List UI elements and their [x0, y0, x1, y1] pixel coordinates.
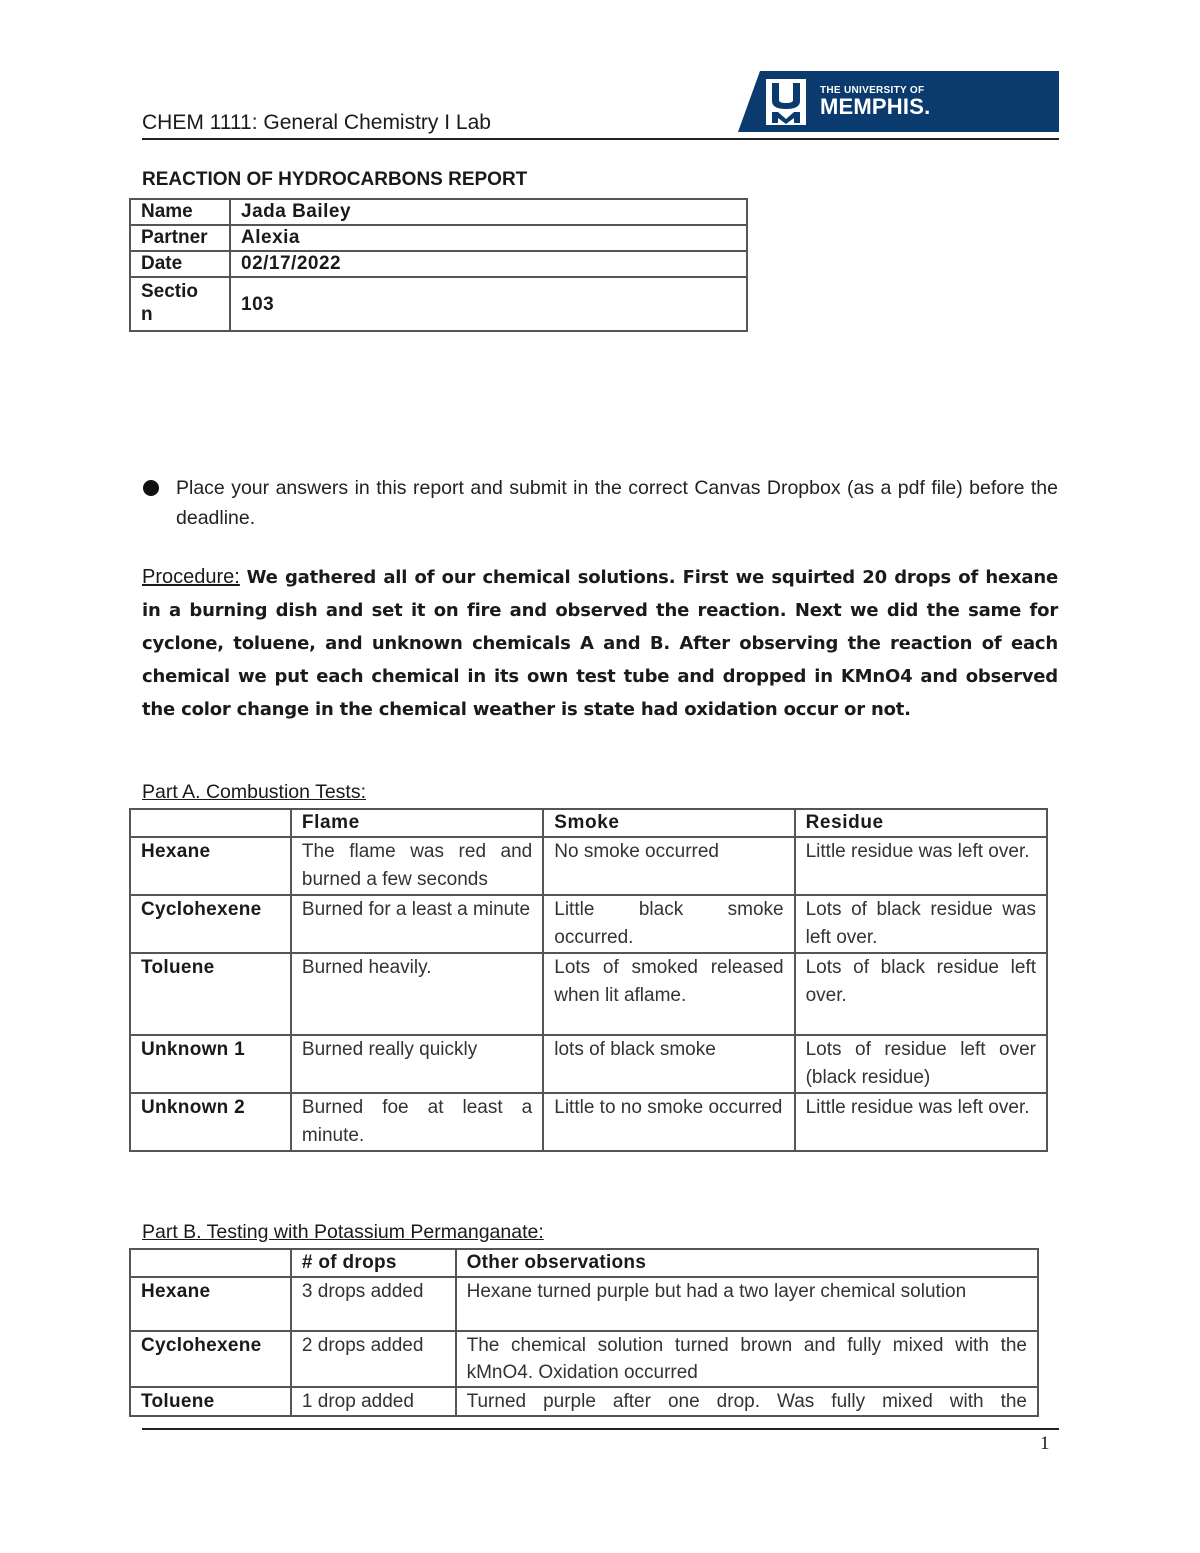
- residue-cell: Lots of black residue left over.: [795, 953, 1047, 1035]
- row-label: Toluene: [130, 953, 291, 1035]
- section-label-line1: Sectio: [141, 281, 199, 302]
- row-label: Cyclohexene: [130, 1331, 291, 1387]
- logo-small-text: THE UNIVERSITY OF: [820, 85, 925, 96]
- section-label-line2: n: [141, 304, 153, 325]
- partner-value: Alexia: [230, 225, 747, 251]
- header-flame: Flame: [291, 809, 543, 837]
- partner-label: Partner: [130, 225, 230, 251]
- logo-main-text: MEMPHIS.: [820, 94, 931, 119]
- observations-cell: The chemical solution turned brown and fully mixed with the kMnO4. Oxidation occurred: [456, 1331, 1038, 1387]
- drops-cell: 3 drops added: [291, 1277, 456, 1331]
- residue-cell: Little residue was left over.: [795, 837, 1047, 895]
- table-header-row: [130, 1249, 1038, 1277]
- course-title: CHEM 1111: General Chemistry I Lab: [142, 111, 491, 134]
- flame-cell: Burned foe at least a minute.: [291, 1093, 543, 1151]
- row-label: Cyclohexene: [130, 895, 291, 953]
- residue-cell: Lots of black residue was left over.: [795, 895, 1047, 953]
- observations-cell: Turned purple after one drop. Was fully mixed with the: [456, 1387, 1038, 1416]
- observations-cell: Hexane turned purple but had a two layer chemical solution: [456, 1277, 1038, 1331]
- row-label: Toluene: [130, 1387, 291, 1416]
- combustion-tests-table: [129, 808, 1048, 1152]
- procedure-text: We gathered all of our chemical solutions. First we squirted 20 drops of hexane in a burning dish and set it on fire and observed the reaction. Next we did the same for cyclone, toluene, and unknown chemicals A and B. After observing the reaction of each chemical we put each chemical in its own test tube and dropped in KMnO4 and observed the color change in the chemical weather is state had oxidation occur or not.: [142, 567, 1058, 720]
- residue-cell: Little residue was left over.: [795, 1093, 1047, 1151]
- table-row: [130, 1387, 1038, 1416]
- smoke-cell: Little black smoke occurred.: [543, 895, 794, 953]
- footer-divider: [142, 1428, 1059, 1430]
- student-info-table: [129, 198, 748, 332]
- flame-cell: Burned for a least a minute: [291, 895, 543, 953]
- smoke-cell: lots of black smoke: [543, 1035, 794, 1093]
- smoke-cell: No smoke occurred: [543, 837, 794, 895]
- table-row: [130, 1331, 1038, 1387]
- row-label: Unknown 1: [130, 1035, 291, 1093]
- table-row: [130, 837, 1047, 895]
- flame-cell: Burned heavily.: [291, 953, 543, 1035]
- date-value: 02/17/2022: [230, 251, 747, 277]
- drops-cell: 1 drop added: [291, 1387, 456, 1416]
- row-label: Unknown 2: [130, 1093, 291, 1151]
- part-b-heading: Part B. Testing with Potassium Permanganate:: [142, 1221, 544, 1243]
- header-blank: [130, 1249, 291, 1277]
- flame-cell: Burned really quickly: [291, 1035, 543, 1093]
- procedure-paragraph: [142, 561, 1058, 726]
- table-row: [130, 1277, 1038, 1331]
- smoke-cell: Little to no smoke occurred: [543, 1093, 794, 1151]
- residue-cell: Lots of residue left over (black residue): [795, 1035, 1047, 1093]
- section-value: 103: [230, 277, 747, 331]
- header-blank: [130, 809, 291, 837]
- report-title: REACTION OF HYDROCARBONS REPORT: [142, 169, 528, 190]
- table-row: [130, 1093, 1047, 1151]
- bullet-icon: [143, 480, 159, 496]
- row-label: Hexane: [130, 837, 291, 895]
- row-label: Hexane: [130, 1277, 291, 1331]
- table-row: [130, 953, 1047, 1035]
- permanganate-test-table: [129, 1248, 1039, 1417]
- drops-cell: 2 drops added: [291, 1331, 456, 1387]
- table-row: [130, 895, 1047, 953]
- table-row: [130, 1035, 1047, 1093]
- header-divider: [142, 138, 1059, 140]
- um-monogram-icon: [766, 79, 806, 125]
- section-label: [130, 277, 230, 331]
- table-header-row: [130, 809, 1047, 837]
- instruction-text: Place your answers in this report and submit in the correct Canvas Dropbox (as a pdf file) before the deadline.: [176, 477, 1058, 529]
- university-logo: [738, 71, 1059, 132]
- name-value: Jada Bailey: [230, 199, 747, 225]
- date-label: Date: [130, 251, 230, 277]
- header-residue: Residue: [795, 809, 1047, 837]
- page-number: 1: [1040, 1433, 1050, 1454]
- header-observations: Other observations: [456, 1249, 1038, 1277]
- procedure-label: Procedure:: [142, 566, 240, 588]
- header-drops: # of drops: [291, 1249, 456, 1277]
- part-a-heading: Part A. Combustion Tests:: [142, 781, 366, 803]
- name-label: Name: [130, 199, 230, 225]
- header-smoke: Smoke: [543, 809, 794, 837]
- smoke-cell: Lots of smoked released when lit aflame.: [543, 953, 794, 1035]
- flame-cell: The flame was red and burned a few seconds: [291, 837, 543, 895]
